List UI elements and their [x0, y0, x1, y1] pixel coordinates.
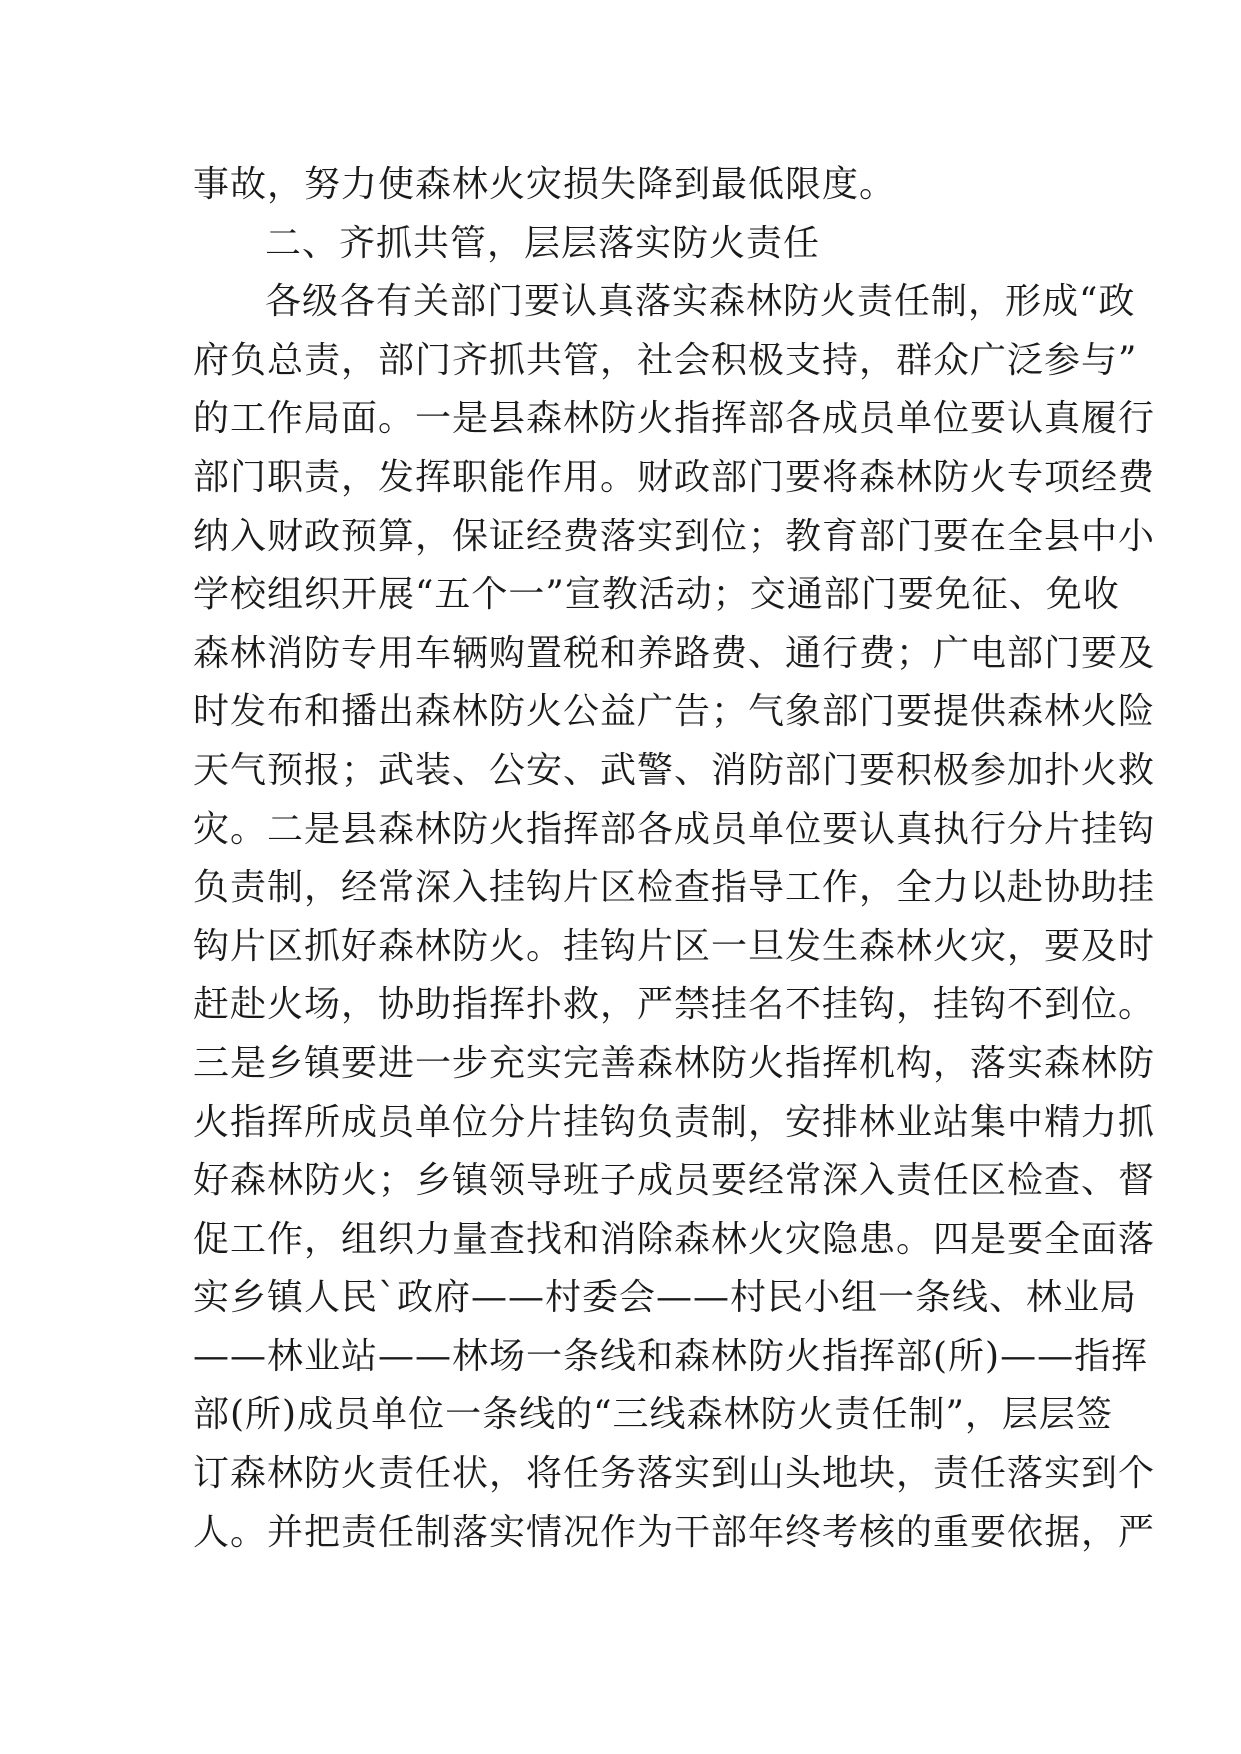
- text-line: 事故，努力使森林火灾损失降到最低限度。: [193, 164, 897, 205]
- text-line: 的工作局面。一是县森林防火指挥部各成员单位要认真履行: [193, 398, 1156, 440]
- text-line: 人。并把责任制落实情况作为干部年终考核的重要依据，严: [193, 1511, 1156, 1553]
- text-line: 赶赴火场，协助指挥扑救，严禁挂名不挂钩，挂钩不到位。: [193, 984, 1156, 1026]
- text-line: 学校组织开展“五个一”宣教活动；交通部门要免征、免收: [193, 574, 1120, 616]
- body-text: [193, 156, 1156, 1562]
- text-line: 订森林防火责任状，将任务落实到山头地块，责任落实到个: [193, 1453, 1156, 1495]
- text-line: 纳入财政预算，保证经费落实到位；教育部门要在全县中小: [193, 515, 1156, 557]
- text-line: 三是乡镇要进一步充实完善森林防火指挥机构，落实森林防: [193, 1042, 1156, 1084]
- text-line: ——林业站——林场一条线和森林防火指挥部(所)——指挥: [193, 1335, 1149, 1377]
- paragraph-first-line: 各级各有关部门要认真落实森林防火责任制，形成“政: [265, 281, 1136, 323]
- text-line: 天气预报；武装、公安、武警、消防部门要积极参加扑火救: [193, 749, 1156, 791]
- text-line: 好森林防火；乡镇领导班子成员要经常深入责任区检查、督: [193, 1160, 1156, 1202]
- text-line: 府负总责，部门齐抓共管，社会积极支持，群众广泛参与”: [193, 339, 1138, 381]
- text-line: 部门职责，发挥职能作用。财政部门要将森林防火专项经费: [193, 456, 1156, 498]
- text-line: 负责制，经常深入挂钩片区检查指导工作，全力以赴协助挂: [193, 867, 1156, 909]
- text-line: 实乡镇人民`政府——村委会——村民小组一条线、林业局: [193, 1277, 1138, 1319]
- text-line: 钩片区抓好森林防火。挂钩片区一旦发生森林火灾，要及时: [193, 925, 1156, 967]
- text-line: 森林消防专用车辆购置税和养路费、通行费；广电部门要及: [193, 632, 1156, 674]
- text-line: 部(所)成员单位一条线的“三线森林防火责任制”，层层签: [193, 1394, 1113, 1436]
- text-line: 火指挥所成员单位分片挂钩负责制，安排林业站集中精力抓: [193, 1101, 1156, 1143]
- text-line: 时发布和播出森林防火公益广告；气象部门要提供森林火险: [193, 691, 1156, 733]
- text-line: 灾。二是县森林防火指挥部各成员单位要认真执行分片挂钩: [193, 808, 1156, 850]
- text-line: 促工作，组织力量查找和消除森林火灾隐患。四是要全面落: [193, 1218, 1156, 1260]
- section-heading: 二、齐抓共管，层层落实防火责任: [265, 222, 821, 264]
